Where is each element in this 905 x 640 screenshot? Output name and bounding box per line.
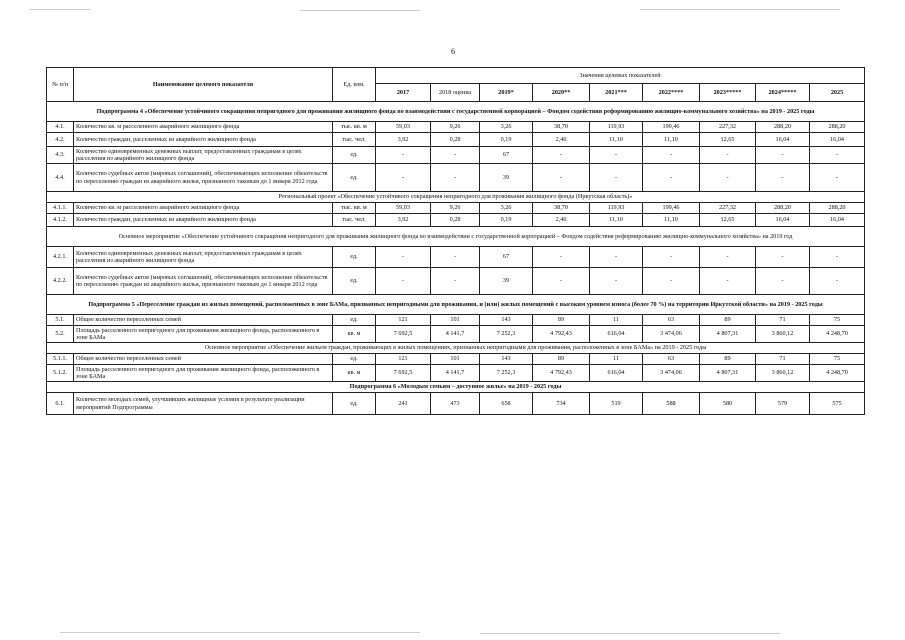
value-cell: -: [590, 268, 643, 295]
section-row: [47, 192, 865, 203]
row-number: 5.1.2.: [47, 365, 74, 382]
value-cell: 9,26: [431, 122, 480, 133]
header-year: 2023*****: [700, 84, 756, 102]
value-cell: 38,70: [533, 203, 590, 214]
unit-cell: ед.: [333, 268, 376, 295]
value-cell: -: [431, 268, 480, 295]
unit-cell: кв. м: [333, 326, 376, 343]
unit-cell: ед.: [333, 354, 376, 365]
section-row: [47, 227, 865, 247]
value-cell: -: [431, 147, 480, 164]
unit-cell: тыс. чел.: [333, 133, 376, 147]
value-cell: 7 692,5: [376, 365, 431, 382]
value-cell: 3,92: [376, 214, 431, 227]
section-row: [47, 295, 865, 315]
value-cell: -: [533, 268, 590, 295]
value-cell: 227,32: [700, 122, 756, 133]
value-cell: 4 792,43: [533, 326, 590, 343]
section-title: Основное мероприятие «Обеспечение устойчивого сокращения непригодного для проживания жилищного фонда во взаимодействии с государственной корпорацией – Фондом содействия реформированию жилищно-коммунального хозяйства» на 2019 год: [47, 227, 865, 247]
value-cell: 11,10: [590, 133, 643, 147]
row-number: 5.1.1.: [47, 354, 74, 365]
value-cell: 71: [756, 354, 810, 365]
table-row: [47, 203, 865, 214]
indicator-name: Количество кв. м расселенного аварийного жилищного фонда: [74, 122, 333, 133]
value-cell: 89: [533, 315, 590, 326]
value-cell: 7 252,3: [480, 365, 533, 382]
value-cell: 101: [431, 315, 480, 326]
value-cell: 143: [480, 315, 533, 326]
value-cell: 7 252,3: [480, 326, 533, 343]
value-cell: 580: [700, 393, 756, 415]
row-number: 4.2.2.: [47, 268, 74, 295]
value-cell: 2,40: [533, 214, 590, 227]
indicator-name: Количество кв. м расселенного аварийного жилищного фонда: [74, 203, 333, 214]
row-number: 4.1.2.: [47, 214, 74, 227]
value-cell: -: [643, 247, 700, 268]
value-cell: 0,19: [480, 214, 533, 227]
value-cell: 575: [810, 393, 865, 415]
section-title: Подпрограмма 6 «Молодым семьям – доступное жилье» на 2019 - 2025 годы: [47, 382, 865, 393]
value-cell: -: [431, 164, 480, 192]
value-cell: 63: [643, 354, 700, 365]
header-year: 2025: [810, 84, 865, 102]
value-cell: 288,20: [756, 122, 810, 133]
value-cell: 9,26: [431, 203, 480, 214]
indicator-name: Количество судебных актов (мировых соглашений), обеспечивающих исполнение обязательств по переселению граждан из аварийного жилья, признанного таковым до 1 января 2012 года: [74, 268, 333, 295]
value-cell: 734: [533, 393, 590, 415]
unit-cell: ед.: [333, 164, 376, 192]
indicator-name: Количество молодых семей, улучшивших жилищные условия в результате реализации мероприятий Подпрограммы: [74, 393, 333, 415]
indicator-name: Количество граждан, расселенных из аварийного жилищного фонда: [74, 133, 333, 147]
header-name: Наименование целевого показателя: [74, 68, 333, 102]
table-row: [47, 164, 865, 192]
header-values-title: Значения целевых показателей: [376, 68, 865, 84]
table-row: [47, 122, 865, 133]
value-cell: 59,03: [376, 122, 431, 133]
value-cell: 199,46: [643, 122, 700, 133]
value-cell: 4 248,70: [810, 365, 865, 382]
value-cell: 38,70: [533, 122, 590, 133]
value-cell: 2,40: [533, 133, 590, 147]
value-cell: 288,20: [756, 203, 810, 214]
value-cell: -: [533, 247, 590, 268]
value-cell: -: [810, 247, 865, 268]
header-year: 2017: [376, 84, 431, 102]
row-number: 4.2.: [47, 133, 74, 147]
value-cell: 16,04: [810, 133, 865, 147]
value-cell: -: [756, 247, 810, 268]
value-cell: 3,26: [480, 203, 533, 214]
value-cell: 39: [480, 164, 533, 192]
value-cell: -: [756, 164, 810, 192]
value-cell: -: [700, 147, 756, 164]
indicator-name: Общее количество переселенных семей: [74, 315, 333, 326]
value-cell: 4 807,31: [700, 365, 756, 382]
value-cell: 71: [756, 315, 810, 326]
value-cell: 227,32: [700, 203, 756, 214]
section-title: Подпрограмма 5 «Переселение граждан из жилых помещений, расположенных в зоне БАМа, признанных непригодными для проживания, и (или) жилых помещений с высоким уровнем износа (более 70 %) на территории Иркутской области» на 2019 - 2025 годы: [47, 295, 865, 315]
header-unit: Ед. изм.: [333, 68, 376, 102]
value-cell: 67: [480, 147, 533, 164]
table-row: [47, 326, 865, 343]
value-cell: 658: [480, 393, 533, 415]
row-number: 4.4.: [47, 164, 74, 192]
value-cell: 16,04: [810, 214, 865, 227]
value-cell: 241: [376, 393, 431, 415]
value-cell: 11: [590, 315, 643, 326]
unit-cell: ед.: [333, 247, 376, 268]
value-cell: 473: [431, 393, 480, 415]
value-cell: -: [431, 247, 480, 268]
value-cell: 11,10: [590, 214, 643, 227]
value-cell: 89: [700, 315, 756, 326]
value-cell: 0,19: [480, 133, 533, 147]
value-cell: 4 141,7: [431, 365, 480, 382]
value-cell: 616,04: [590, 365, 643, 382]
value-cell: 121: [376, 315, 431, 326]
value-cell: 12,65: [700, 133, 756, 147]
value-cell: 143: [480, 354, 533, 365]
value-cell: -: [376, 147, 431, 164]
value-cell: 519: [590, 393, 643, 415]
value-cell: -: [756, 268, 810, 295]
table-row: [47, 354, 865, 365]
value-cell: 11,10: [643, 133, 700, 147]
value-cell: 101: [431, 354, 480, 365]
value-cell: 3 474,06: [643, 326, 700, 343]
unit-cell: тыс. чел.: [333, 214, 376, 227]
value-cell: 7 692,5: [376, 326, 431, 343]
value-cell: 11: [590, 354, 643, 365]
value-cell: 89: [533, 354, 590, 365]
value-cell: 4 141,7: [431, 326, 480, 343]
indicator-name: Площадь расселенного непригодного для проживания жилищного фонда, расположенного в зоне БАМа: [74, 326, 333, 343]
value-cell: 119,93: [590, 203, 643, 214]
value-cell: 59,03: [376, 203, 431, 214]
target-indicators-table: [46, 67, 865, 415]
value-cell: -: [376, 164, 431, 192]
value-cell: 3 860,12: [756, 365, 810, 382]
value-cell: -: [810, 164, 865, 192]
row-number: 5.2.: [47, 326, 74, 343]
value-cell: 4 248,70: [810, 326, 865, 343]
value-cell: 39: [480, 268, 533, 295]
value-cell: -: [533, 147, 590, 164]
value-cell: -: [376, 247, 431, 268]
header-num: № п/п: [47, 68, 74, 102]
value-cell: 16,04: [756, 133, 810, 147]
indicator-name: Количество граждан, расселенных из аварийного жилищного фонда: [74, 214, 333, 227]
row-number: 5.1.: [47, 315, 74, 326]
header-year: 2020**: [533, 84, 590, 102]
table-row: [47, 365, 865, 382]
header-year: 2021***: [590, 84, 643, 102]
value-cell: 3,26: [480, 122, 533, 133]
header-year: 2019*: [480, 84, 533, 102]
value-cell: 288,20: [810, 203, 865, 214]
page-number: 6: [451, 47, 455, 56]
table-row: [47, 393, 865, 415]
value-cell: -: [643, 164, 700, 192]
value-cell: -: [810, 147, 865, 164]
section-row: [47, 382, 865, 393]
value-cell: 67: [480, 247, 533, 268]
indicator-name: Количество единовременных денежных выплат, предоставленных гражданам в целях расселения из аварийного жилищного фонда: [74, 147, 333, 164]
value-cell: 199,46: [643, 203, 700, 214]
table-row: [47, 147, 865, 164]
value-cell: 121: [376, 354, 431, 365]
value-cell: 288,20: [810, 122, 865, 133]
row-number: 4.3.: [47, 147, 74, 164]
value-cell: 616,04: [590, 326, 643, 343]
value-cell: 0,28: [431, 133, 480, 147]
indicator-name: Общее количество переселенных семей: [74, 354, 333, 365]
row-number: 6.1.: [47, 393, 74, 415]
value-cell: -: [590, 164, 643, 192]
table-row: [47, 133, 865, 147]
value-cell: 75: [810, 354, 865, 365]
value-cell: 588: [643, 393, 700, 415]
row-number: 4.1.: [47, 122, 74, 133]
section-title: Подпрограмма 4 «Обеспечение устойчивого сокращения непригодного для проживания жилищного фонда во взаимодействии с государственной корпорацией – Фондом содействия реформированию жилищно-коммунального хозяйства» на 2019 - 2025 годы: [47, 102, 865, 122]
value-cell: 4 792,43: [533, 365, 590, 382]
unit-cell: тыс. кв. м: [333, 122, 376, 133]
table-row: [47, 247, 865, 268]
value-cell: -: [590, 147, 643, 164]
table-row: [47, 214, 865, 227]
value-cell: -: [643, 147, 700, 164]
value-cell: 11,10: [643, 214, 700, 227]
section-row: [47, 343, 865, 354]
unit-cell: ед.: [333, 315, 376, 326]
value-cell: -: [590, 247, 643, 268]
table-row: [47, 268, 865, 295]
value-cell: 0,28: [431, 214, 480, 227]
value-cell: 3 474,06: [643, 365, 700, 382]
row-number: 4.1.1.: [47, 203, 74, 214]
indicator-name: Количество единовременных денежных выплат, предоставленных гражданам в целях расселения из аварийного жилищного фонда: [74, 247, 333, 268]
value-cell: -: [533, 164, 590, 192]
section-title: Основное мероприятие «Обеспечение жильем граждан, проживающих в жилых помещениях, признанных непригодными для проживания, расположенных в зоне БАМа» на 2019 - 2025 годы: [47, 343, 865, 354]
value-cell: -: [700, 268, 756, 295]
unit-cell: тыс. кв. м: [333, 203, 376, 214]
header-year: 2018 оценка: [431, 84, 480, 102]
unit-cell: кв. м: [333, 365, 376, 382]
value-cell: -: [643, 268, 700, 295]
table-row: [47, 315, 865, 326]
section-title: Региональный проект «Обеспечение устойчивого сокращения непригодного для проживания жилищного фонда (Иркутская область)»: [47, 192, 865, 203]
row-number: 4.2.1.: [47, 247, 74, 268]
unit-cell: ед.: [333, 147, 376, 164]
value-cell: 3,92: [376, 133, 431, 147]
value-cell: 3 860,12: [756, 326, 810, 343]
value-cell: 12,65: [700, 214, 756, 227]
value-cell: -: [700, 164, 756, 192]
header-year: 2024*****: [756, 84, 810, 102]
value-cell: -: [700, 247, 756, 268]
value-cell: 75: [810, 315, 865, 326]
section-row: [47, 102, 865, 122]
value-cell: 119,93: [590, 122, 643, 133]
value-cell: -: [756, 147, 810, 164]
unit-cell: ед.: [333, 393, 376, 415]
indicator-name: Площадь расселенного непригодного для проживания жилищного фонда, расположенного в зоне БАМа: [74, 365, 333, 382]
indicator-name: Количество судебных актов (мировых соглашений), обеспечивающих исполнение обязательств по переселению граждан из аварийного жилья, признанного таковым до 1 января 2012 года: [74, 164, 333, 192]
value-cell: 579: [756, 393, 810, 415]
value-cell: 4 807,31: [700, 326, 756, 343]
value-cell: 89: [700, 354, 756, 365]
value-cell: 16,04: [756, 214, 810, 227]
value-cell: 63: [643, 315, 700, 326]
value-cell: -: [810, 268, 865, 295]
header-year: 2022****: [643, 84, 700, 102]
value-cell: -: [376, 268, 431, 295]
